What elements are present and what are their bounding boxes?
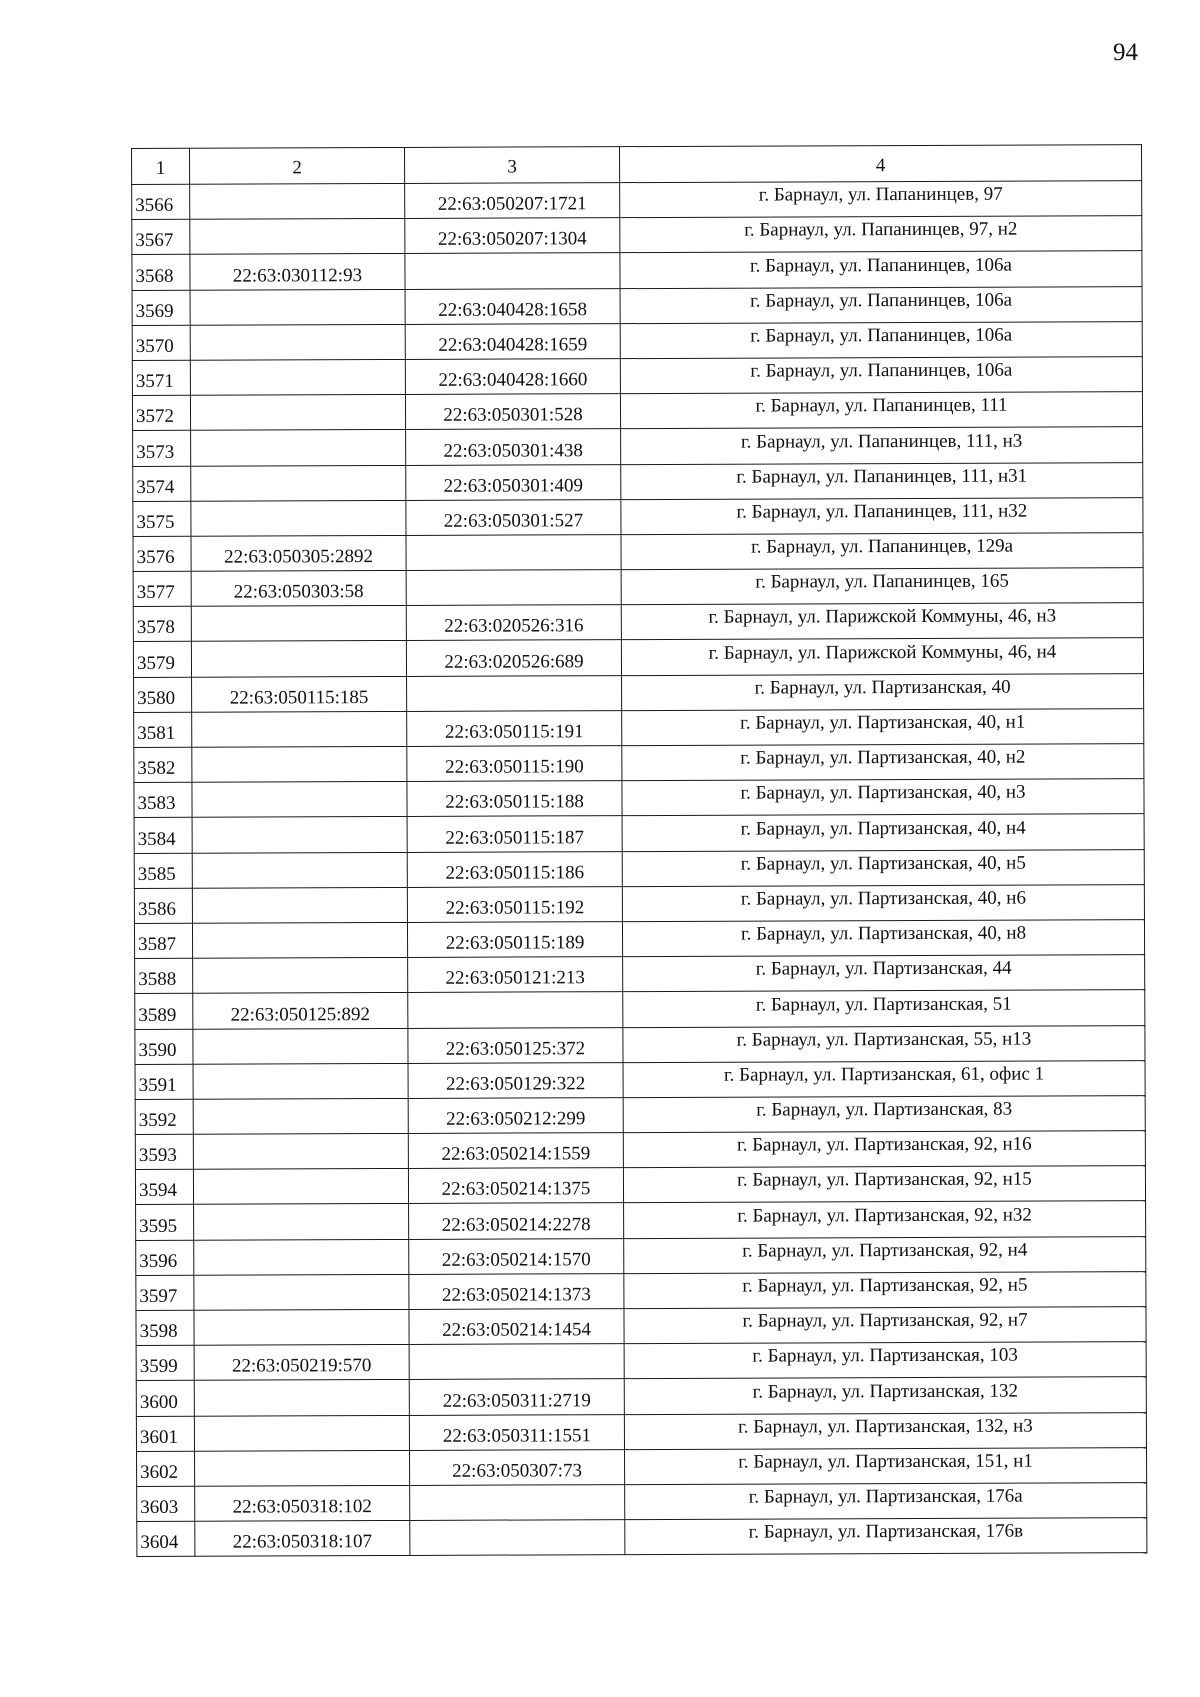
address-cell: г. Барнаул, ул. Партизанская, 61, офис 1 [623, 1060, 1145, 1097]
table-row [137, 1483, 1147, 1522]
address-cell: г. Барнаул, ул. Партизанская, 92, н32 [624, 1201, 1146, 1238]
cadastral-number-land [193, 1134, 408, 1170]
table-row [134, 849, 1144, 888]
row-number: 3591 [135, 1064, 193, 1099]
table-row [133, 427, 1143, 466]
row-number: 3568 [132, 255, 190, 290]
cadastral-number-object [410, 1520, 625, 1556]
cadastral-number-land [192, 711, 407, 747]
cadastral-number-land [190, 324, 405, 360]
row-number: 3577 [133, 571, 191, 606]
address-cell: г. Барнаул, ул. Партизанская, 40, н4 [622, 814, 1144, 851]
cadastral-number-land [192, 782, 407, 818]
table-row [135, 1131, 1145, 1170]
table-row [136, 1342, 1146, 1381]
registry-table [131, 144, 1147, 1557]
address-cell: г. Барнаул, ул. Папанинцев, 97, н2 [620, 216, 1142, 253]
cadastral-number-land [190, 289, 405, 325]
address-cell: г. Барнаул, ул. Партизанская, 40, н5 [622, 849, 1144, 886]
row-number: 3586 [134, 888, 192, 923]
cadastral-number-object: 22:63:050307:73 [410, 1449, 625, 1485]
header-col-3: 3 [404, 147, 619, 184]
row-number: 3604 [137, 1521, 195, 1556]
cadastral-number-object: 22:63:050125:372 [408, 1027, 623, 1063]
cadastral-number-object: 22:63:050115:187 [407, 816, 622, 852]
cadastral-number-land [190, 219, 405, 255]
cadastral-number-land [193, 1098, 408, 1134]
cadastral-number-land [193, 1028, 408, 1064]
address-cell: г. Барнаул, ул. Партизанская, 40, н8 [622, 920, 1144, 957]
cadastral-number-land [190, 395, 405, 431]
cadastral-number-land [193, 1063, 408, 1099]
row-number: 3589 [135, 994, 193, 1029]
cadastral-number-object: 22:63:050214:1570 [409, 1238, 624, 1274]
table-row [135, 1095, 1145, 1134]
table-row [134, 884, 1144, 923]
row-number: 3575 [133, 501, 191, 536]
cadastral-number-object: 22:63:050207:1721 [405, 183, 620, 219]
cadastral-number-object: 22:63:040428:1658 [405, 288, 620, 324]
cadastral-number-object: 22:63:050214:1559 [408, 1133, 623, 1169]
cadastral-number-land [192, 887, 407, 923]
table-row [134, 814, 1144, 853]
row-number: 3571 [132, 360, 190, 395]
table-header [132, 145, 1142, 185]
address-cell: г. Барнаул, ул. Партизанская, 51 [623, 990, 1145, 1027]
address-cell: г. Барнаул, ул. Папанинцев, 106а [620, 251, 1142, 288]
cadastral-number-land [191, 606, 406, 642]
address-cell: г. Барнаул, ул. Папанинцев, 106а [620, 286, 1142, 323]
cadastral-number-land [191, 465, 406, 501]
row-number: 3566 [132, 184, 190, 219]
address-cell: г. Барнаул, ул. Партизанская, 132 [624, 1377, 1146, 1414]
cadastral-number-object [406, 570, 621, 606]
row-number: 3574 [133, 466, 191, 501]
table-row [134, 920, 1144, 959]
address-cell: г. Барнаул, ул. Папанинцев, 111, н31 [621, 462, 1143, 499]
header-row [132, 145, 1142, 185]
row-number: 3567 [132, 219, 190, 254]
cadastral-number-object: 22:63:050301:527 [406, 499, 621, 535]
cadastral-number-land [190, 183, 405, 219]
table-row [132, 286, 1142, 325]
row-number: 3593 [135, 1134, 193, 1169]
address-cell: г. Барнаул, ул. Папанинцев, 97 [620, 181, 1142, 218]
cadastral-number-object: 22:63:050115:190 [407, 746, 622, 782]
cadastral-number-land [191, 641, 406, 677]
cadastral-number-land: 22:63:050318:102 [195, 1485, 410, 1521]
header-col-2: 2 [190, 147, 405, 184]
header-col-4: 4 [619, 145, 1141, 183]
table-row [133, 603, 1143, 642]
table-row [132, 392, 1142, 431]
cadastral-number-land: 22:63:050303:58 [191, 571, 406, 607]
address-cell: г. Барнаул, ул. Партизанская, 151, н1 [625, 1447, 1147, 1484]
table-row [135, 1025, 1145, 1064]
row-number: 3590 [135, 1029, 193, 1064]
table-row [134, 708, 1144, 747]
row-number: 3579 [133, 642, 191, 677]
cadastral-number-object: 22:63:020526:316 [406, 605, 621, 641]
table-row [137, 1518, 1147, 1557]
table-row [136, 1271, 1146, 1310]
address-cell: г. Барнаул, ул. Папанинцев, 106а [620, 357, 1142, 394]
cadastral-number-land [195, 1450, 410, 1486]
cadastral-number-object: 22:63:050115:188 [407, 781, 622, 817]
cadastral-number-object [408, 992, 623, 1028]
cadastral-number-land [192, 817, 407, 853]
cadastral-number-object: 22:63:050214:2278 [409, 1203, 624, 1239]
page-number: 94 [1113, 39, 1138, 66]
address-cell: г. Барнаул, ул. Партизанская, 92, н15 [623, 1166, 1145, 1203]
cadastral-number-land: 22:63:050219:570 [194, 1345, 409, 1381]
table-row [132, 216, 1142, 255]
cadastral-number-land [190, 359, 405, 395]
table-row [134, 779, 1144, 818]
row-number: 3583 [134, 782, 192, 817]
cadastral-number-object [406, 534, 621, 570]
address-cell: г. Барнаул, ул. Парижской Коммуны, 46, н4 [621, 638, 1143, 675]
address-cell: г. Барнаул, ул. Партизанская, 40, н6 [622, 884, 1144, 921]
cadastral-number-object: 22:63:050214:1375 [408, 1168, 623, 1204]
cadastral-number-object: 22:63:040428:1660 [405, 359, 620, 395]
cadastral-number-object [410, 1485, 625, 1521]
address-cell: г. Барнаул, ул. Партизанская, 92, н5 [624, 1271, 1146, 1308]
address-cell: г. Барнаул, ул. Партизанская, 176а [625, 1483, 1147, 1520]
cadastral-number-object: 22:63:050311:2719 [409, 1379, 624, 1415]
cadastral-number-land: 22:63:050115:185 [192, 676, 407, 712]
row-number: 3569 [132, 290, 190, 325]
row-number: 3588 [135, 958, 193, 993]
table-row [136, 1412, 1146, 1451]
cadastral-number-object: 22:63:050214:1454 [409, 1309, 624, 1345]
row-number: 3572 [132, 395, 190, 430]
cadastral-number-land [192, 852, 407, 888]
cadastral-number-land: 22:63:050125:892 [193, 993, 408, 1029]
row-number: 3594 [135, 1170, 193, 1205]
row-number: 3598 [136, 1310, 194, 1345]
table-row [134, 673, 1144, 712]
cadastral-number-land [194, 1309, 409, 1345]
table-row [132, 181, 1142, 220]
row-number: 3600 [136, 1381, 194, 1416]
address-cell: г. Барнаул, ул. Партизанская, 176в [625, 1518, 1147, 1555]
cadastral-number-land: 22:63:050305:2892 [191, 535, 406, 571]
cadastral-number-object: 22:63:050121:213 [408, 957, 623, 993]
row-number: 3580 [134, 677, 192, 712]
row-number: 3582 [134, 747, 192, 782]
row-number: 3595 [136, 1205, 194, 1240]
cadastral-number-object [409, 1344, 624, 1380]
row-number: 3570 [132, 325, 190, 360]
row-number: 3581 [134, 712, 192, 747]
cadastral-number-object: 22:63:020526:689 [406, 640, 621, 676]
cadastral-number-object [407, 675, 622, 711]
table-row [133, 497, 1143, 536]
row-number: 3596 [136, 1240, 194, 1275]
row-number: 3599 [136, 1345, 194, 1380]
table-row [135, 990, 1145, 1029]
cadastral-number-object: 22:63:050115:189 [407, 922, 622, 958]
table-row [134, 744, 1144, 783]
table-row [132, 251, 1142, 290]
row-number: 3602 [137, 1451, 195, 1486]
row-number: 3584 [134, 818, 192, 853]
table-row [135, 1166, 1145, 1205]
table-row [136, 1201, 1146, 1240]
table-row [133, 462, 1143, 501]
cadastral-number-object: 22:63:050301:438 [406, 429, 621, 465]
cadastral-number-land [191, 500, 406, 536]
cadastral-number-land [194, 1239, 409, 1275]
cadastral-number-land: 22:63:050318:107 [195, 1521, 410, 1557]
address-cell: г. Барнаул, ул. Папанинцев, 165 [621, 568, 1143, 605]
address-cell: г. Барнаул, ул. Папанинцев, 111, н32 [621, 497, 1143, 534]
cadastral-number-object [405, 253, 620, 289]
address-cell: г. Барнаул, ул. Партизанская, 40, н2 [622, 744, 1144, 781]
table-row [137, 1447, 1147, 1486]
address-cell: г. Барнаул, ул. Партизанская, 55, н13 [623, 1025, 1145, 1062]
table-row [133, 532, 1143, 571]
address-cell: г. Барнаул, ул. Партизанская, 44 [623, 955, 1145, 992]
table-row [135, 1060, 1145, 1099]
cadastral-number-object: 22:63:050115:191 [407, 710, 622, 746]
table-row [133, 638, 1143, 677]
row-number: 3585 [134, 853, 192, 888]
row-number: 3578 [133, 607, 191, 642]
row-number: 3603 [137, 1486, 195, 1521]
cadastral-number-land [192, 922, 407, 958]
table-row [132, 321, 1142, 360]
address-cell: г. Барнаул, ул. Партизанская, 92, н4 [624, 1236, 1146, 1273]
cadastral-number-object: 22:63:050212:299 [408, 1097, 623, 1133]
cadastral-number-land [194, 1415, 409, 1451]
cadastral-number-land [191, 430, 406, 466]
address-cell: г. Барнаул, ул. Партизанская, 83 [623, 1095, 1145, 1132]
cadastral-number-land [193, 1169, 408, 1205]
cadastral-number-land [192, 746, 407, 782]
row-number: 3597 [136, 1275, 194, 1310]
address-cell: г. Барнаул, ул. Партизанская, 103 [624, 1342, 1146, 1379]
cadastral-number-land [194, 1380, 409, 1416]
cadastral-number-object: 22:63:050301:409 [406, 464, 621, 500]
row-number: 3592 [135, 1099, 193, 1134]
table-body [132, 181, 1147, 1557]
cadastral-number-object: 22:63:040428:1659 [405, 323, 620, 359]
cadastral-number-land: 22:63:030112:93 [190, 254, 405, 290]
address-cell: г. Барнаул, ул. Парижской Коммуны, 46, н3 [621, 603, 1143, 640]
cadastral-number-land [193, 958, 408, 994]
table-row [136, 1307, 1146, 1346]
address-cell: г. Барнаул, ул. Партизанская, 92, н16 [623, 1131, 1145, 1168]
row-number: 3573 [133, 431, 191, 466]
cadastral-number-object: 22:63:050311:1551 [409, 1414, 624, 1450]
table-row [135, 955, 1145, 994]
header-col-1: 1 [132, 148, 190, 184]
address-cell: г. Барнаул, ул. Папанинцев, 111, н3 [621, 427, 1143, 464]
cadastral-number-land [194, 1204, 409, 1240]
address-cell: г. Барнаул, ул. Партизанская, 92, н7 [624, 1307, 1146, 1344]
row-number: 3576 [133, 536, 191, 571]
address-cell: г. Барнаул, ул. Партизанская, 40, н3 [622, 779, 1144, 816]
address-cell: г. Барнаул, ул. Партизанская, 40 [622, 673, 1144, 710]
address-cell: г. Барнаул, ул. Папанинцев, 106а [620, 321, 1142, 358]
address-cell: г. Барнаул, ул. Партизанская, 40, н1 [622, 708, 1144, 745]
table-row [136, 1236, 1146, 1275]
address-cell: г. Барнаул, ул. Партизанская, 132, н3 [624, 1412, 1146, 1449]
table-row [132, 357, 1142, 396]
cadastral-number-object: 22:63:050115:192 [407, 886, 622, 922]
cadastral-number-land [194, 1274, 409, 1310]
table-row [133, 568, 1143, 607]
row-number: 3601 [136, 1416, 194, 1451]
address-cell: г. Барнаул, ул. Папанинцев, 129а [621, 532, 1143, 569]
cadastral-number-object: 22:63:050207:1304 [405, 218, 620, 254]
table-row [136, 1377, 1146, 1416]
row-number: 3587 [134, 923, 192, 958]
cadastral-number-object: 22:63:050214:1373 [409, 1273, 624, 1309]
cadastral-number-object: 22:63:050115:186 [407, 851, 622, 887]
cadastral-number-object: 22:63:050129:322 [408, 1062, 623, 1098]
address-cell: г. Барнаул, ул. Папанинцев, 111 [620, 392, 1142, 429]
cadastral-number-object: 22:63:050301:528 [405, 394, 620, 430]
